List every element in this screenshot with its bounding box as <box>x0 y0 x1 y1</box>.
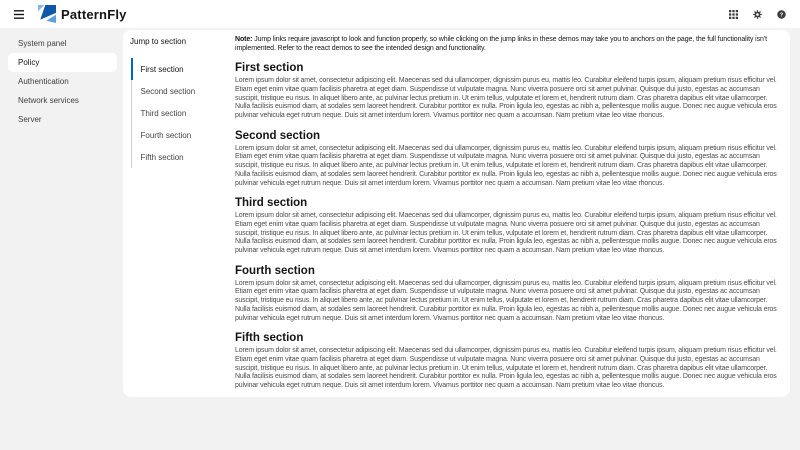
content-text-column <box>235 30 790 397</box>
section-body: Lorem ipsum dolor sit amet, consectetur adipiscing elit. Maecenas sed dui ullamcorper, dignissim purus eu, mattis leo. Curabitur eleifend turpis ipsum, aliquam pretium risus efficitur vel. Etiam eget enim vitae quam facilisis pharetra at eget diam. Suspendisse ut vulputate magna. Nunc viverra posuere orci sit amet pulvinar. Quisque dui justo, egestas ac accumsan suscipit, tristique eu risus. In aliquet libero ante, ac pulvinar lectus pretium in. Ut enim tellus, vulputate et lorem et, hendrerit rutrum diam. Cras pharetra dapibus elit vitae ullamcorper. Nulla facilisis euismod diam, at sodales sem laoreet hendrerit. Curabitur porttitor ex nulla. Proin ligula leo, egestas ac nibh a, pellentesque mollis augue. Donec nec augue vehicula eros pulvinar vehicula eget rutrum neque. Duis sit amet interdum lorem. Vivamus porttitor nec quam a accumsan. Nam pretium vitae leo vitae rhoncus. <box>235 144 777 187</box>
section-title: First section <box>235 62 304 75</box>
jump-link-fifth-section[interactable]: Fifth section <box>140 152 184 162</box>
section-fourth <box>235 265 780 324</box>
note-label: Note: <box>235 36 253 43</box>
jump-links-list <box>131 58 235 168</box>
jump-link-fourth-section[interactable]: Fourth section <box>140 130 192 140</box>
sidebar-item-system-panel[interactable]: System panel <box>18 39 67 48</box>
apps-grid-button[interactable] <box>728 9 739 20</box>
section-fifth <box>235 332 780 391</box>
jump-link-second-section[interactable]: Second section <box>140 86 196 96</box>
section-body: Lorem ipsum dolor sit amet, consectetur adipiscing elit. Maecenas sed dui ullamcorper, dignissim purus eu, mattis leo. Curabitur eleifend turpis ipsum, aliquam pretium risus efficitur vel. Etiam eget enim vitae quam facilisis pharetra at eget diam. Suspendisse ut vulputate magna. Nunc viverra posuere orci sit amet pulvinar. Quisque dui justo, egestas ac accumsan suscipit, tristique eu risus. In aliquet libero ante, ac pulvinar lectus pretium in. Ut enim tellus, vulputate et lorem et, hendrerit rutrum diam. Cras pharetra dapibus elit vitae ullamcorper. Nulla facilisis euismod diam, at sodales sem laoreet hendrerit. Curabitur porttitor ex nulla. Proin ligula leo, egestas ac nibh a, pellentesque mollis augue. Donec nec augue vehicula eros pulvinar vehicula eget rutrum neque. Duis sit amet interdum lorem. Vivamus porttitor nec quam a accumsan. Nam pretium vitae leo vitae rhoncus. <box>235 77 777 119</box>
section-title: Second section <box>235 129 320 142</box>
jump-links-label: Jump to section <box>130 37 187 46</box>
masthead <box>0 0 800 28</box>
section-title: Third section <box>235 197 308 210</box>
gear-icon <box>753 10 762 19</box>
brand[interactable] <box>38 5 127 23</box>
help-button[interactable] <box>776 9 787 20</box>
svg-text:?: ? <box>779 11 784 18</box>
sidebar-item-authentication[interactable]: Authentication <box>18 77 69 86</box>
jump-link-third-section[interactable]: Third section <box>140 108 187 118</box>
section-title: Fourth section <box>235 264 315 277</box>
jump-link-first-section[interactable]: First section <box>131 58 236 80</box>
section-third <box>235 197 780 256</box>
sidebar-nav <box>0 28 123 450</box>
sidebar-item-network-services[interactable]: Network services <box>18 96 79 105</box>
jump-links-panel <box>123 30 235 397</box>
section-body: Lorem ipsum dolor sit amet, consectetur adipiscing elit. Maecenas sed dui ullamcorper, dignissim purus eu, mattis leo. Curabitur eleifend turpis ipsum, aliquam pretium risus efficitur vel. Etiam eget enim vitae quam facilisis pharetra at eget diam. Suspendisse ut vulputate magna. Nunc viverra posuere orci sit amet pulvinar. Quisque dui justo, egestas ac accumsan suscipit, tristique eu risus. In aliquet libero ante, ac pulvinar lectus pretium in. Ut enim tellus, vulputate et lorem et, hendrerit rutrum diam. Cras pharetra dapibus elit vitae ullamcorper. Nulla facilisis euismod diam, at sodales sem laoreet hendrerit. Curabitur porttitor ex nulla. Proin ligula leo, egestas ac nibh a, pellentesque mollis augue. Donec nec augue vehicula eros pulvinar vehicula eget rutrum neque. Duis sit amet interdum lorem. Vivamus porttitor nec quam a accumsan. Nam pretium vitae leo vitae rhoncus. <box>235 212 777 255</box>
section-second <box>235 130 780 189</box>
section-first <box>235 62 780 121</box>
hamburger-icon <box>14 7 24 22</box>
main-content-panel <box>123 30 790 397</box>
sidebar-item-server[interactable]: Server <box>18 115 42 124</box>
nav-toggle-button[interactable] <box>13 8 25 20</box>
question-circle-icon <box>777 10 786 19</box>
patternfly-logo-icon <box>38 5 56 23</box>
note-text: Note: Jump links require javascript to look and function properly, so while clicking on the jump links in these demos may take you to anchors on the page, the full functionality isn't implemented. Refer to the react demos to see the intended design and functionality. <box>235 36 767 52</box>
sidebar-item-policy[interactable]: Policy <box>8 53 117 72</box>
apps-grid-icon <box>729 10 738 19</box>
section-title: Fifth section <box>235 332 304 345</box>
settings-button[interactable] <box>752 9 763 20</box>
brand-name: PatternFly <box>61 6 127 22</box>
section-body: Lorem ipsum dolor sit amet, consectetur adipiscing elit. Maecenas sed dui ullamcorper, dignissim purus eu, mattis leo. Curabitur eleifend turpis ipsum, aliquam pretium risus efficitur vel. Etiam eget enim vitae quam facilisis pharetra at eget diam. Suspendisse ut vulputate magna. Nunc viverra posuere orci sit amet pulvinar. Quisque dui justo, egestas ac accumsan suscipit, tristique eu risus. In aliquet libero ante, ac pulvinar lectus pretium in. Ut enim tellus, vulputate et lorem et, hendrerit rutrum diam. Cras pharetra dapibus elit vitae ullamcorper. Nulla facilisis euismod diam, at sodales sem laoreet hendrerit. Curabitur porttitor ex nulla. Proin ligula leo, egestas ac nibh a, pellentesque mollis augue. Donec nec augue vehicula eros pulvinar vehicula eget rutrum neque. Duis sit amet interdum lorem. Vivamus porttitor nec quam a accumsan. Nam pretium vitae leo vitae rhoncus. <box>235 347 777 390</box>
section-body: Lorem ipsum dolor sit amet, consectetur adipiscing elit. Maecenas sed dui ullamcorper, dignissim purus eu, mattis leo. Curabitur eleifend turpis ipsum, aliquam pretium risus efficitur vel. Etiam eget enim vitae quam facilisis pharetra at eget diam. Suspendisse ut vulputate magna. Nunc viverra posuere orci sit amet pulvinar. Quisque dui justo, egestas ac accumsan suscipit, tristique eu risus. In aliquet libero ante, ac pulvinar lectus pretium in. Ut enim tellus, vulputate et lorem et, hendrerit rutrum diam. Cras pharetra dapibus elit vitae ullamcorper. Nulla facilisis euismod diam, at sodales sem laoreet hendrerit. Curabitur porttitor ex nulla. Proin ligula leo, egestas ac nibh a, pellentesque mollis augue. Donec nec augue vehicula eros pulvinar vehicula eget rutrum neque. Duis sit amet interdum lorem. Vivamus porttitor nec quam a accumsan. Nam pretium vitae leo vitae rhoncus. <box>235 279 777 322</box>
masthead-actions <box>728 9 787 20</box>
